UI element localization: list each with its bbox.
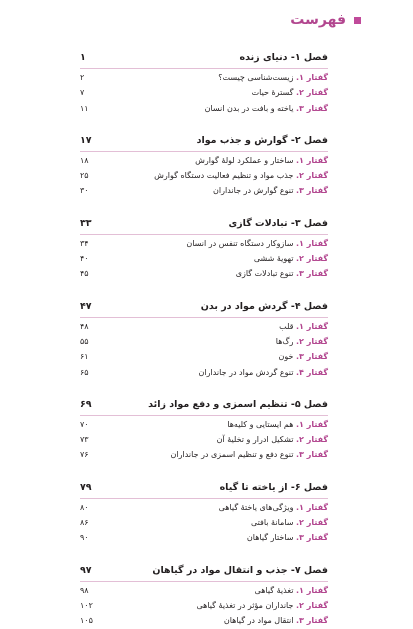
lesson-row[interactable] xyxy=(80,183,328,198)
lesson-row[interactable] xyxy=(80,515,328,530)
chapter-title: فصل ۲- گوارش و جذب مواد xyxy=(196,134,328,146)
lesson-title xyxy=(252,85,328,100)
chapter-page-number: ۳۳ xyxy=(80,217,92,229)
lesson-title xyxy=(236,266,328,281)
lesson-page-number: ۴۵ xyxy=(80,269,89,279)
lesson-text: قلب xyxy=(279,321,296,331)
lesson-row[interactable] xyxy=(80,153,328,168)
lesson-text: هم ایستایی و کلیه‌ها xyxy=(227,419,296,429)
lesson-row[interactable] xyxy=(80,334,328,349)
lesson-label: گفتار ۱. xyxy=(295,155,328,165)
chapter-page-number: ۱ xyxy=(80,52,86,63)
lesson-label: گفتار ۱. xyxy=(295,73,328,82)
chapter-page-number: ۷۹ xyxy=(80,481,92,493)
lesson-page-number: ۸۰ xyxy=(80,502,89,512)
lesson-row[interactable] xyxy=(80,168,328,183)
chapter-section xyxy=(80,132,328,199)
chapter-row[interactable] xyxy=(80,49,328,66)
lesson-text: ساختار و عملکرد لولهٔ گوارش xyxy=(195,155,296,165)
lesson-title xyxy=(199,365,328,380)
chapter-section xyxy=(80,298,328,380)
lesson-title xyxy=(278,349,328,364)
lesson-row[interactable] xyxy=(80,500,328,515)
lesson-title xyxy=(217,432,328,447)
chapter-divider xyxy=(80,581,328,582)
lesson-page-number: ۹۰ xyxy=(80,533,89,543)
lesson-row[interactable] xyxy=(80,583,328,598)
chapter-title: فصل ۱- دنیای زنده xyxy=(239,52,328,63)
lesson-page-number: ۱۸ xyxy=(80,155,89,165)
lesson-row[interactable] xyxy=(80,85,328,100)
lesson-page-number: ۱۱ xyxy=(80,103,89,113)
chapter-section xyxy=(80,215,328,282)
chapter-spacer xyxy=(80,546,328,562)
lesson-text: گسترهٔ حیات xyxy=(251,88,296,98)
table-of-contents xyxy=(80,49,328,629)
lesson-page-number: ۱۰۵ xyxy=(80,616,93,626)
lesson-row[interactable] xyxy=(80,613,328,628)
lesson-label: گفتار ۱. xyxy=(295,321,328,331)
lesson-row[interactable] xyxy=(80,251,328,266)
lesson-text: سازوکار دستگاه تنفس در انسان xyxy=(186,238,296,248)
lesson-label: گفتار ۲. xyxy=(295,171,328,181)
lesson-page-number: ۷۰ xyxy=(80,419,89,429)
lesson-title xyxy=(247,530,328,545)
chapter-title: فصل ۵- تنظیم اسمزی و دفع مواد زائد xyxy=(148,398,328,410)
lesson-text: تهویهٔ ششی xyxy=(253,254,296,264)
lesson-label: گفتار ۳. xyxy=(295,269,328,279)
lesson-title xyxy=(195,153,328,168)
lesson-page-number: ۲ xyxy=(80,73,85,82)
lesson-text: ویژگی‌های یاختهٔ گیاهی xyxy=(218,502,296,512)
lesson-row[interactable] xyxy=(80,101,328,116)
lesson-label: گفتار ۲. xyxy=(295,435,328,445)
toc-header xyxy=(290,8,361,32)
lesson-page-number: ۴۰ xyxy=(80,254,89,264)
chapter-spacer xyxy=(80,463,328,479)
lesson-text: خون xyxy=(278,352,296,362)
lesson-text: رگ‌ها xyxy=(275,336,296,346)
lesson-page-number: ۸۶ xyxy=(80,518,89,528)
lesson-page-number: ۴۸ xyxy=(80,321,89,331)
lesson-label: گفتار ۱. xyxy=(295,238,328,248)
lesson-text: جانداران مؤثر در تغذیهٔ گیاهی xyxy=(196,600,296,610)
lesson-label: گفتار ۱. xyxy=(295,502,328,512)
chapter-page-number: ۴۷ xyxy=(80,300,92,312)
chapter-spacer xyxy=(80,116,328,132)
lesson-title xyxy=(218,70,328,85)
lesson-label: گفتار ۲. xyxy=(295,254,328,264)
lesson-row[interactable] xyxy=(80,598,328,613)
lesson-title xyxy=(224,613,328,628)
lesson-row[interactable] xyxy=(80,417,328,432)
lesson-page-number: ۷۶ xyxy=(80,450,89,460)
chapter-divider xyxy=(80,234,328,235)
lesson-title xyxy=(251,515,328,530)
lesson-page-number: ۳۴ xyxy=(80,238,89,248)
lesson-text: ساختار گیاهان xyxy=(246,533,296,543)
lesson-title xyxy=(219,500,328,515)
lesson-row[interactable] xyxy=(80,530,328,545)
lesson-page-number: ۱۰۲ xyxy=(80,600,93,610)
lesson-row[interactable] xyxy=(80,432,328,447)
lesson-label: گفتار ۳. xyxy=(295,352,328,362)
lesson-label: گفتار ۲. xyxy=(295,600,328,610)
lesson-label: گفتار ۴. xyxy=(295,367,328,377)
lesson-label: گفتار ۳. xyxy=(295,186,328,196)
lesson-page-number: ۳۰ xyxy=(80,186,89,196)
chapter-section xyxy=(80,562,328,629)
lesson-title xyxy=(213,183,328,198)
chapter-row[interactable] xyxy=(80,215,328,232)
chapter-section xyxy=(80,396,328,463)
chapter-section xyxy=(80,49,328,116)
lesson-text: زیست‌شناسی چیست؟ xyxy=(218,73,296,82)
lesson-title xyxy=(254,251,328,266)
lesson-label: گفتار ۳. xyxy=(295,103,328,113)
lesson-label: گفتار ۲. xyxy=(295,336,328,346)
lesson-title xyxy=(196,598,328,613)
lesson-label: گفتار ۱. xyxy=(295,419,328,429)
chapter-row[interactable] xyxy=(80,298,328,315)
chapter-row[interactable] xyxy=(80,132,328,149)
chapter-title: فصل ۴- گردش مواد در بدن xyxy=(200,300,328,312)
lesson-label: گفتار ۳. xyxy=(295,450,328,460)
lesson-title xyxy=(255,583,328,598)
lesson-label: گفتار ۲. xyxy=(295,518,328,528)
lesson-page-number: ۹۸ xyxy=(80,585,89,595)
chapter-row[interactable] xyxy=(80,396,328,413)
header-bullet-icon xyxy=(354,17,361,24)
lesson-text: تنوع دفع و تنظیم اسمزی در جانداران xyxy=(170,450,296,460)
chapter-divider xyxy=(80,415,328,416)
lesson-page-number: ۲۵ xyxy=(80,171,89,181)
lesson-text: تنوع تبادلات گازی xyxy=(235,269,296,279)
chapter-row[interactable] xyxy=(80,479,328,496)
chapter-title: فصل ۶- از یاخته تا گیاه xyxy=(219,481,328,493)
page-title: فهرست xyxy=(290,12,346,28)
chapter-section xyxy=(80,479,328,546)
lesson-page-number: ۶۵ xyxy=(80,367,89,377)
lesson-row[interactable] xyxy=(80,266,328,281)
lesson-label: گفتار ۳. xyxy=(295,533,328,543)
lesson-text: انتقال مواد در گیاهان xyxy=(223,616,296,626)
chapter-spacer xyxy=(80,282,328,298)
lesson-title xyxy=(279,319,328,334)
lesson-row[interactable] xyxy=(80,349,328,364)
chapter-row[interactable] xyxy=(80,562,328,579)
lesson-text: یاخته و بافت در بدن انسان xyxy=(204,103,296,113)
lesson-text: تغذیهٔ گیاهی xyxy=(254,585,296,595)
lesson-label: گفتار ۱. xyxy=(295,585,328,595)
chapter-divider xyxy=(80,317,328,318)
chapter-divider xyxy=(80,498,328,499)
chapter-title: فصل ۷- جذب و انتقال مواد در گیاهان xyxy=(152,564,328,576)
lesson-title xyxy=(171,447,328,462)
lesson-page-number: ۵۵ xyxy=(80,336,89,346)
lesson-label: گفتار ۳. xyxy=(295,616,328,626)
lesson-title xyxy=(276,334,328,349)
lesson-row[interactable] xyxy=(80,236,328,251)
lesson-title xyxy=(205,101,328,116)
lesson-text: تنوع گردش مواد در جانداران xyxy=(198,367,296,377)
lesson-label: گفتار ۲. xyxy=(295,88,328,98)
chapter-page-number: ۹۷ xyxy=(80,564,92,576)
lesson-row[interactable] xyxy=(80,70,328,85)
chapter-spacer xyxy=(80,199,328,215)
chapter-spacer xyxy=(80,380,328,396)
lesson-page-number: ۷ xyxy=(80,88,85,98)
chapter-page-number: ۶۹ xyxy=(80,398,92,410)
lesson-page-number: ۶۱ xyxy=(80,352,89,362)
chapter-title: فصل ۳- تبادلات گازی xyxy=(228,217,328,229)
chapter-page-number: ۱۷ xyxy=(80,134,92,146)
lesson-title xyxy=(154,168,328,183)
lesson-page-number: ۷۳ xyxy=(80,435,89,445)
lesson-text: جذب مواد و تنظیم فعالیت دستگاه گوارش xyxy=(154,171,296,181)
lesson-title xyxy=(227,417,328,432)
lesson-text: تنوع گوارش در جانداران xyxy=(213,186,296,196)
lesson-title xyxy=(186,236,328,251)
chapter-divider xyxy=(80,151,328,152)
lesson-row[interactable] xyxy=(80,365,328,380)
lesson-row[interactable] xyxy=(80,447,328,462)
lesson-text: تشکیل ادرار و تخلیهٔ آن xyxy=(216,435,296,445)
lesson-row[interactable] xyxy=(80,319,328,334)
chapter-divider xyxy=(80,68,328,69)
lesson-text: سامانهٔ بافتی xyxy=(250,518,296,528)
